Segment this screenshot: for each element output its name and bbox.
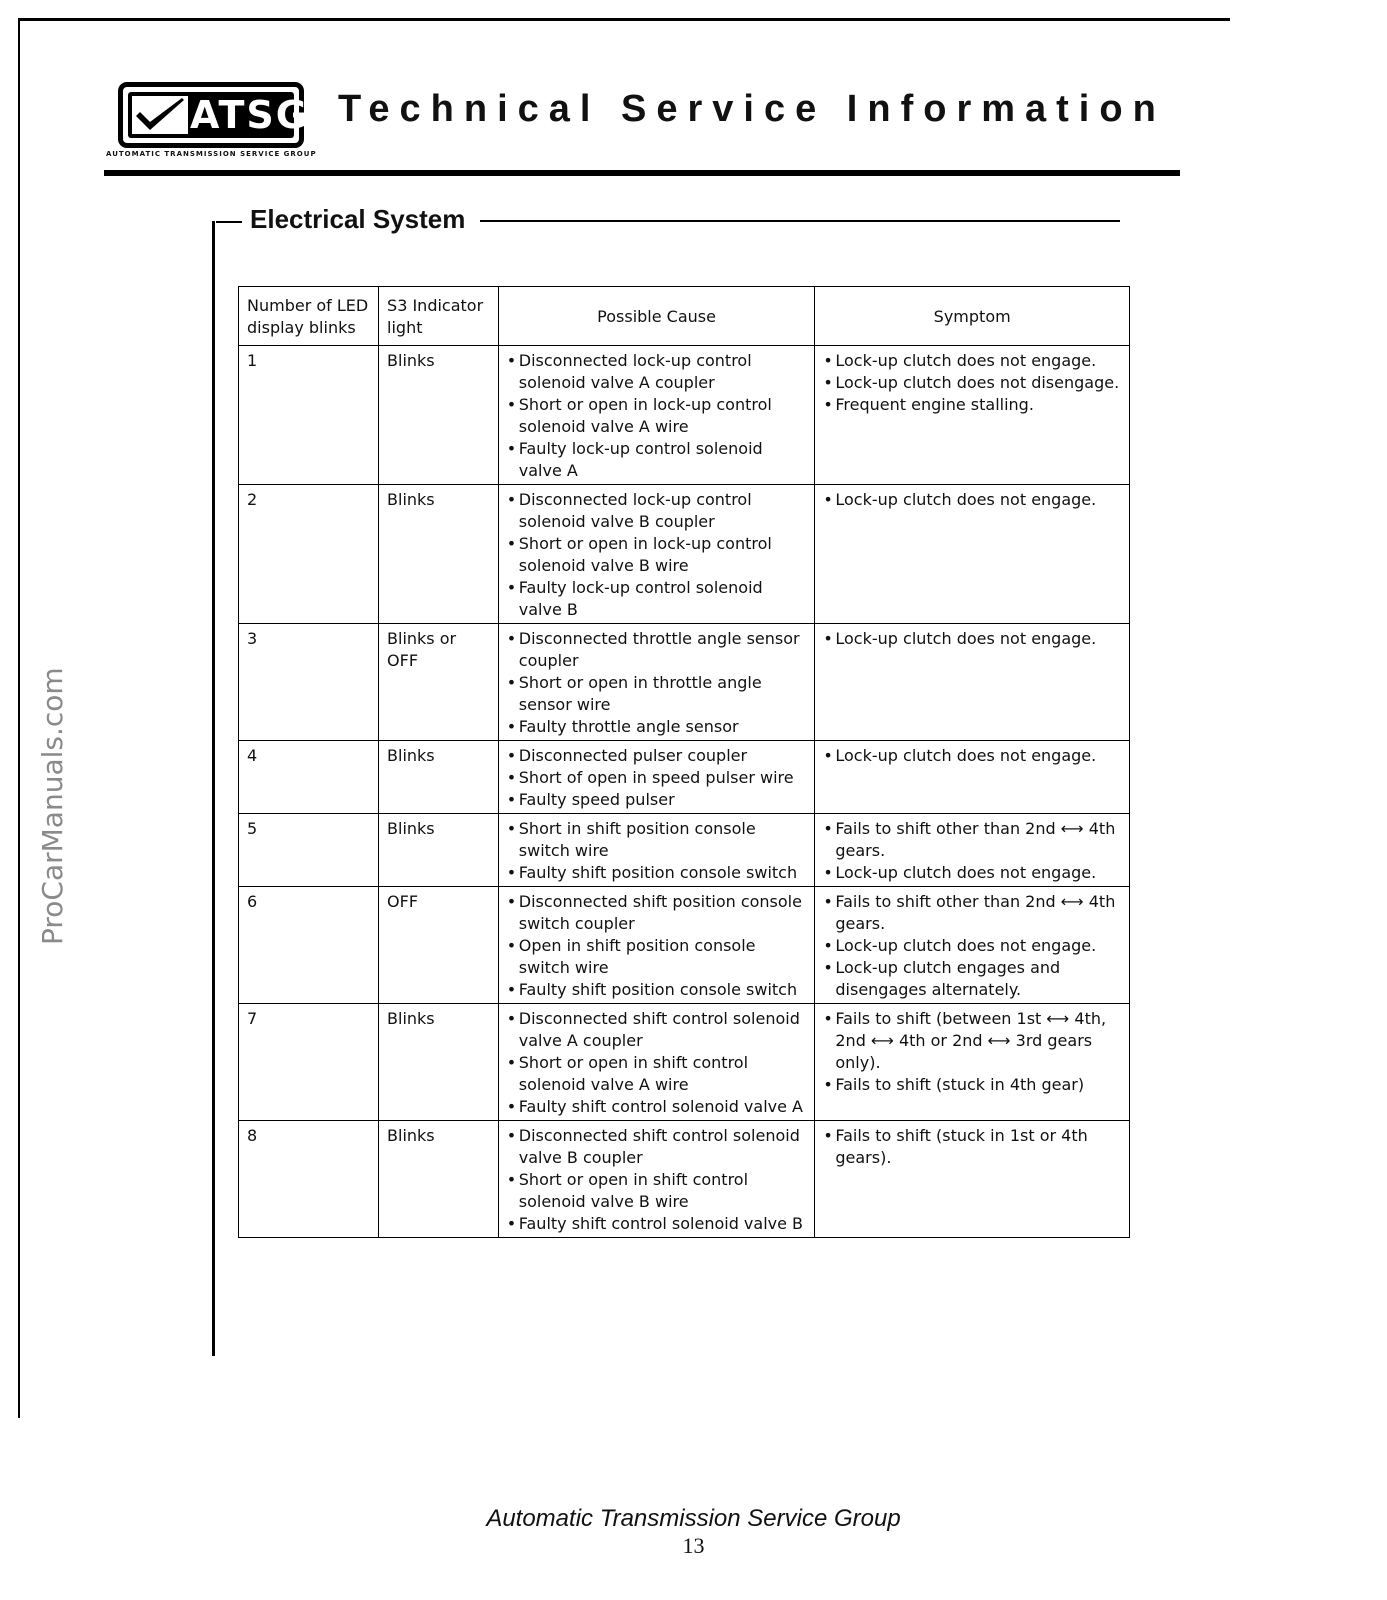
cause-item: • Short in shift position console switch wire <box>507 818 807 862</box>
cause-list <box>507 818 807 884</box>
header-indicator-light: S3 Indicator light <box>379 287 499 346</box>
page-title: Technical Service Information <box>338 88 1166 130</box>
cause-item: • Short or open in shift control solenoid valve A wire <box>507 1052 807 1096</box>
logo-ring-text: AUTOMATIC TRANSMISSION SERVICE GROUP <box>106 150 317 158</box>
symptom-list <box>823 1125 1121 1169</box>
symptom-item: • Lock-up clutch does not engage. <box>823 489 1121 511</box>
symptom-item: • Lock-up clutch does not engage. <box>823 935 1121 957</box>
cause-item: • Short or open in lock-up control solenoid valve B wire <box>507 533 807 577</box>
cell-indicator-light: Blinks <box>379 346 499 485</box>
table-row <box>239 741 1130 814</box>
symptom-item: • Fails to shift other than 2nd ⟷ 4th gears. <box>823 891 1121 935</box>
symptom-list <box>823 489 1121 511</box>
page-border-top <box>18 18 1230 21</box>
cause-list <box>507 628 807 738</box>
cell-symptom <box>815 814 1130 887</box>
table-row <box>239 1004 1130 1121</box>
cell-symptom <box>815 485 1130 624</box>
cell-symptom <box>815 624 1130 741</box>
cause-item: • Disconnected shift control solenoid valve B coupler <box>507 1125 807 1169</box>
page-number: 13 <box>682 1533 705 1558</box>
logo-wordmark: ATSG <box>190 93 309 137</box>
page-border-left <box>18 18 20 1418</box>
cell-possible-cause <box>498 1121 815 1238</box>
cell-possible-cause <box>498 346 815 485</box>
table-header-row <box>239 287 1130 346</box>
symptom-item: • Lock-up clutch engages and disengages alternately. <box>823 957 1121 1001</box>
cause-item: • Disconnected shift control solenoid valve A coupler <box>507 1008 807 1052</box>
cell-possible-cause <box>498 814 815 887</box>
cause-item: • Faulty speed pulser <box>507 789 807 811</box>
symptom-item: • Lock-up clutch does not engage. <box>823 862 1121 884</box>
watermark: ProCarManuals.com <box>36 667 69 945</box>
cause-item: • Disconnected pulser coupler <box>507 745 807 767</box>
cell-symptom <box>815 346 1130 485</box>
cell-indicator-light: Blinks <box>379 814 499 887</box>
cause-item: • Short or open in lock-up control solenoid valve A wire <box>507 394 807 438</box>
header-led-blinks: Number of LED display blinks <box>239 287 379 346</box>
cell-indicator-light: Blinks <box>379 485 499 624</box>
cell-led-blinks: 4 <box>239 741 379 814</box>
cell-led-blinks: 1 <box>239 346 379 485</box>
table-row <box>239 624 1130 741</box>
symptom-list <box>823 628 1121 650</box>
cell-symptom <box>815 887 1130 1004</box>
cell-symptom <box>815 1004 1130 1121</box>
symptom-item: • Lock-up clutch does not engage. <box>823 628 1121 650</box>
symptom-list <box>823 745 1121 767</box>
cause-item: • Short or open in throttle angle sensor wire <box>507 672 807 716</box>
cell-symptom <box>815 1121 1130 1238</box>
symptom-list <box>823 818 1121 884</box>
cell-led-blinks: 6 <box>239 887 379 1004</box>
header-divider <box>104 170 1180 176</box>
symptom-item: • Lock-up clutch does not engage. <box>823 745 1121 767</box>
symptom-item: • Lock-up clutch does not disengage. <box>823 372 1121 394</box>
symptom-list <box>823 891 1121 1001</box>
cell-led-blinks: 8 <box>239 1121 379 1238</box>
section-title: Electrical System <box>250 204 466 234</box>
header-symptom: Symptom <box>815 287 1130 346</box>
table-row <box>239 887 1130 1004</box>
cause-list <box>507 489 807 621</box>
cause-item: • Faulty shift position console switch <box>507 979 807 1001</box>
cell-indicator-light: Blinks <box>379 1121 499 1238</box>
cell-led-blinks: 2 <box>239 485 379 624</box>
cell-possible-cause <box>498 887 815 1004</box>
symptom-item: • Frequent engine stalling. <box>823 394 1121 416</box>
cell-indicator-light: Blinks <box>379 1004 499 1121</box>
cause-item: • Faulty lock-up control solenoid valve A <box>507 438 807 482</box>
cause-item: • Faulty lock-up control solenoid valve B <box>507 577 807 621</box>
cause-list <box>507 891 807 1001</box>
cell-symptom <box>815 741 1130 814</box>
cause-item: • Faulty throttle angle sensor <box>507 716 807 738</box>
cell-led-blinks: 7 <box>239 1004 379 1121</box>
header-possible-cause: Possible Cause <box>498 287 815 346</box>
cause-item: • Open in shift position console switch wire <box>507 935 807 979</box>
cell-led-blinks: 3 <box>239 624 379 741</box>
symptom-list <box>823 1008 1121 1096</box>
cause-item: • Faulty shift control solenoid valve A <box>507 1096 807 1118</box>
footer-organization: Automatic Transmission Service Group <box>486 1505 901 1532</box>
cause-list <box>507 1125 807 1235</box>
diagnostic-table <box>238 286 1130 1238</box>
cell-indicator-light: OFF <box>379 887 499 1004</box>
symptom-item: • Fails to shift (stuck in 4th gear) <box>823 1074 1121 1096</box>
cause-item: • Short of open in speed pulser wire <box>507 767 807 789</box>
cause-item: • Faulty shift position console switch <box>507 862 807 884</box>
cause-list <box>507 1008 807 1118</box>
cell-possible-cause <box>498 1004 815 1121</box>
section-bracket-tick <box>216 221 242 223</box>
symptom-item: • Fails to shift (stuck in 1st or 4th gears). <box>823 1125 1121 1169</box>
cell-possible-cause <box>498 624 815 741</box>
cell-possible-cause <box>498 741 815 814</box>
cause-item: • Disconnected throttle angle sensor coupler <box>507 628 807 672</box>
cell-indicator-light: Blinks or OFF <box>379 624 499 741</box>
cause-item: • Faulty shift control solenoid valve B <box>507 1213 807 1235</box>
cause-list <box>507 745 807 811</box>
table-row <box>239 814 1130 887</box>
cause-item: • Short or open in shift control solenoid valve B wire <box>507 1169 807 1213</box>
symptom-list <box>823 350 1121 416</box>
table-row <box>239 346 1130 485</box>
symptom-item: • Fails to shift other than 2nd ⟷ 4th gears. <box>823 818 1121 862</box>
cell-led-blinks: 5 <box>239 814 379 887</box>
section-rule <box>480 220 1120 222</box>
table-row <box>239 1121 1130 1238</box>
cause-item: • Disconnected lock-up control solenoid valve B coupler <box>507 489 807 533</box>
section-bracket <box>212 221 215 1356</box>
cell-possible-cause <box>498 485 815 624</box>
symptom-item: • Lock-up clutch does not engage. <box>823 350 1121 372</box>
table-row <box>239 485 1130 624</box>
table-body <box>239 346 1130 1238</box>
cell-indicator-light: Blinks <box>379 741 499 814</box>
checkmark-icon <box>132 96 188 134</box>
cause-item: • Disconnected lock-up control solenoid valve A coupler <box>507 350 807 394</box>
symptom-item: • Fails to shift (between 1st ⟷ 4th, 2nd ⟷ 4th or 2nd ⟷ 3rd gears only). <box>823 1008 1121 1074</box>
cause-item: • Disconnected shift position console switch coupler <box>507 891 807 935</box>
cause-list <box>507 350 807 482</box>
